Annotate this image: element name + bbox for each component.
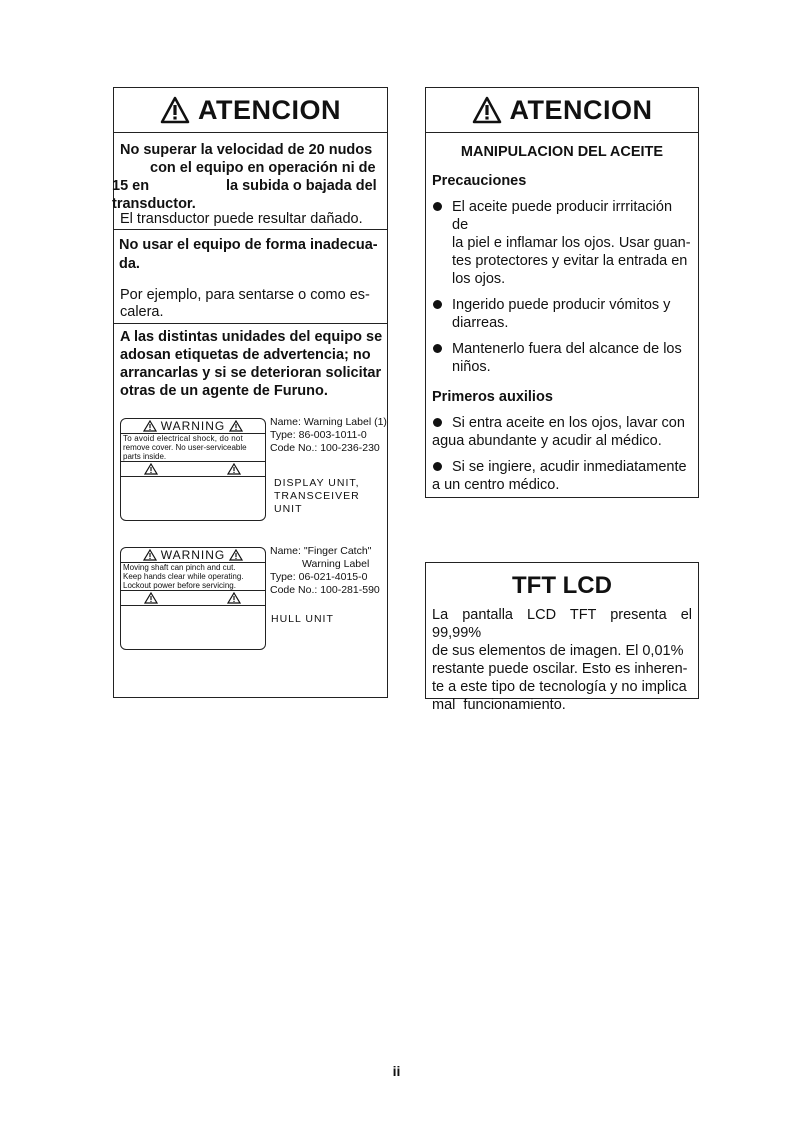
label2-msg-line: Keep hands clear while operating. [123,572,244,581]
warning-triangle-icon [144,592,158,604]
warning-triangle-icon [472,96,502,124]
first-aid-item [432,458,692,494]
label1-unit-line: TRANSCEIVER [274,490,360,502]
first-aid-heading: Primeros auxilios [432,389,553,405]
first-aid-line: a un centro médico. [432,477,560,493]
precautions-heading: Precauciones [432,173,527,189]
precaution-line: los ojos. [452,271,506,287]
right-header [426,88,698,133]
first-aid-line: Si entra aceite en los ojos, lavar con [452,415,685,431]
speed-note: El transductor puede resultar dañado. [120,211,363,227]
label1-unit-line: UNIT [274,503,303,515]
warning-label-2 [120,547,266,650]
label2-unit-line: HULL UNIT [271,613,334,625]
right-oil-box [425,87,699,498]
left-header-title: ATENCION [198,94,341,125]
label2-info [270,545,380,597]
label1-message [121,433,265,462]
label2-word: WARNING [160,548,226,562]
label2-top [121,548,265,562]
misuse-note2: calera. [120,304,164,320]
speed-line3a: 15 en [112,178,150,194]
precaution-line: diarreas. [452,315,509,331]
tft-lcd-box [425,562,699,713]
label2-name-cont: Warning Label [302,558,370,570]
warning-triangle-icon [229,549,243,561]
label2-name: Name: "Finger Catch" [270,545,372,557]
labels-line2: adosan etiquetas de advertencia; no [120,347,371,363]
warning-triangle-icon [143,549,157,561]
oil-content [426,133,698,494]
label1-msg-line: To avoid electrical shock, do not [123,434,243,443]
left-header [114,88,387,133]
labels-line1: A las distintas unidades del equipo se [120,329,383,345]
label2-units [271,613,334,626]
labels-line4: otras de un agente de Furuno. [120,383,328,399]
label2-msg-line: Moving shaft can pinch and cut. [123,563,236,572]
bullet-icon [433,462,442,471]
tft-lcd-line: te a este tipo de tecnología y no implica [432,679,687,695]
label2-code: Code No.: 100-281-590 [270,584,380,596]
tft-lcd-line: La pantalla LCD TFT presenta el 99,99% [432,607,692,641]
bullet-icon [433,300,442,309]
right-header-title: ATENCION [509,94,653,125]
label2-message [121,562,265,591]
warning-label-1 [120,418,266,521]
precaution-line: El aceite puede producir irrritación de [452,199,673,233]
misuse-line2: da. [119,256,140,272]
label1-msg-line: remove cover. No user-serviceable [123,443,247,452]
precaution-line: la piel e inflamar los ojos. Usar guan- [452,235,691,251]
precaution-item [432,198,692,288]
precaution-line: Mantenerlo fuera del alcance de los [452,341,682,357]
speed-line3b: la subida o bajada del [226,178,377,194]
bullet-icon [433,202,442,211]
label1-units [274,477,360,516]
misuse-line1: No usar el equipo de forma inadecua- [119,237,378,253]
bullet-icon [433,418,442,427]
warning-triangle-icon [143,420,157,432]
warning-triangle-icon [144,463,158,475]
tft-lcd-text [426,606,698,714]
label1-info [270,416,387,455]
misuse-section [114,230,387,324]
labels-line3: arrancarlas y si se deterioran solicitar [120,365,382,381]
label1-top [121,419,265,433]
first-aid-item [432,414,692,450]
page-number: ii [392,1063,401,1079]
label2-type: Type: 06-021-4015-0 [270,571,368,583]
label2-icons-row [121,591,265,606]
label1-unit-line: DISPLAY UNIT, [274,477,360,489]
speed-line2: con el equipo en operación ni de [150,160,376,176]
misuse-note1: Por ejemplo, para sentarse o como es- [120,287,370,303]
precaution-item [432,340,692,376]
label1-msg-line: parts inside. [123,452,167,461]
label1-icons-row [121,462,265,477]
label1-type: Type: 86-003-1011-0 [270,429,367,441]
tft-lcd-line: restante puede oscilar. Esto es inheren- [432,661,688,677]
precaution-line: tes protectores y evitar la entrada en [452,253,688,269]
first-aid-line: agua abundante y acudir al médico. [432,433,662,449]
bullet-icon [433,344,442,353]
precaution-line: Ingerido puede producir vómitos y [452,297,671,313]
speed-line1: No superar la velocidad de 20 nudos [120,142,373,158]
warning-triangle-icon [227,463,241,475]
warning-triangle-icon [229,420,243,432]
label1-word: WARNING [160,419,226,433]
oil-title: MANIPULACION DEL ACEITE [460,144,664,160]
label1-code: Code No.: 100-236-230 [270,442,380,454]
speed-section [114,133,387,230]
label1-name: Name: Warning Label (1) [270,416,387,428]
precaution-line: niños. [452,359,491,375]
left-warning-box [113,87,388,698]
precaution-item [432,296,692,332]
tft-lcd-title: TFT LCD [512,572,612,599]
warning-triangle-icon [227,592,241,604]
first-aid-line: Si se ingiere, acudir inmediatamente [452,459,687,475]
labels-section [114,324,387,698]
tft-lcd-line: de sus elementos de imagen. El 0,01% [432,643,684,659]
label2-msg-line: Lockout power before servicing. [123,581,236,590]
speed-line4: transductor. [112,196,196,212]
tft-lcd-line: mal funcionamiento. [432,697,566,713]
warning-triangle-icon [160,96,190,124]
